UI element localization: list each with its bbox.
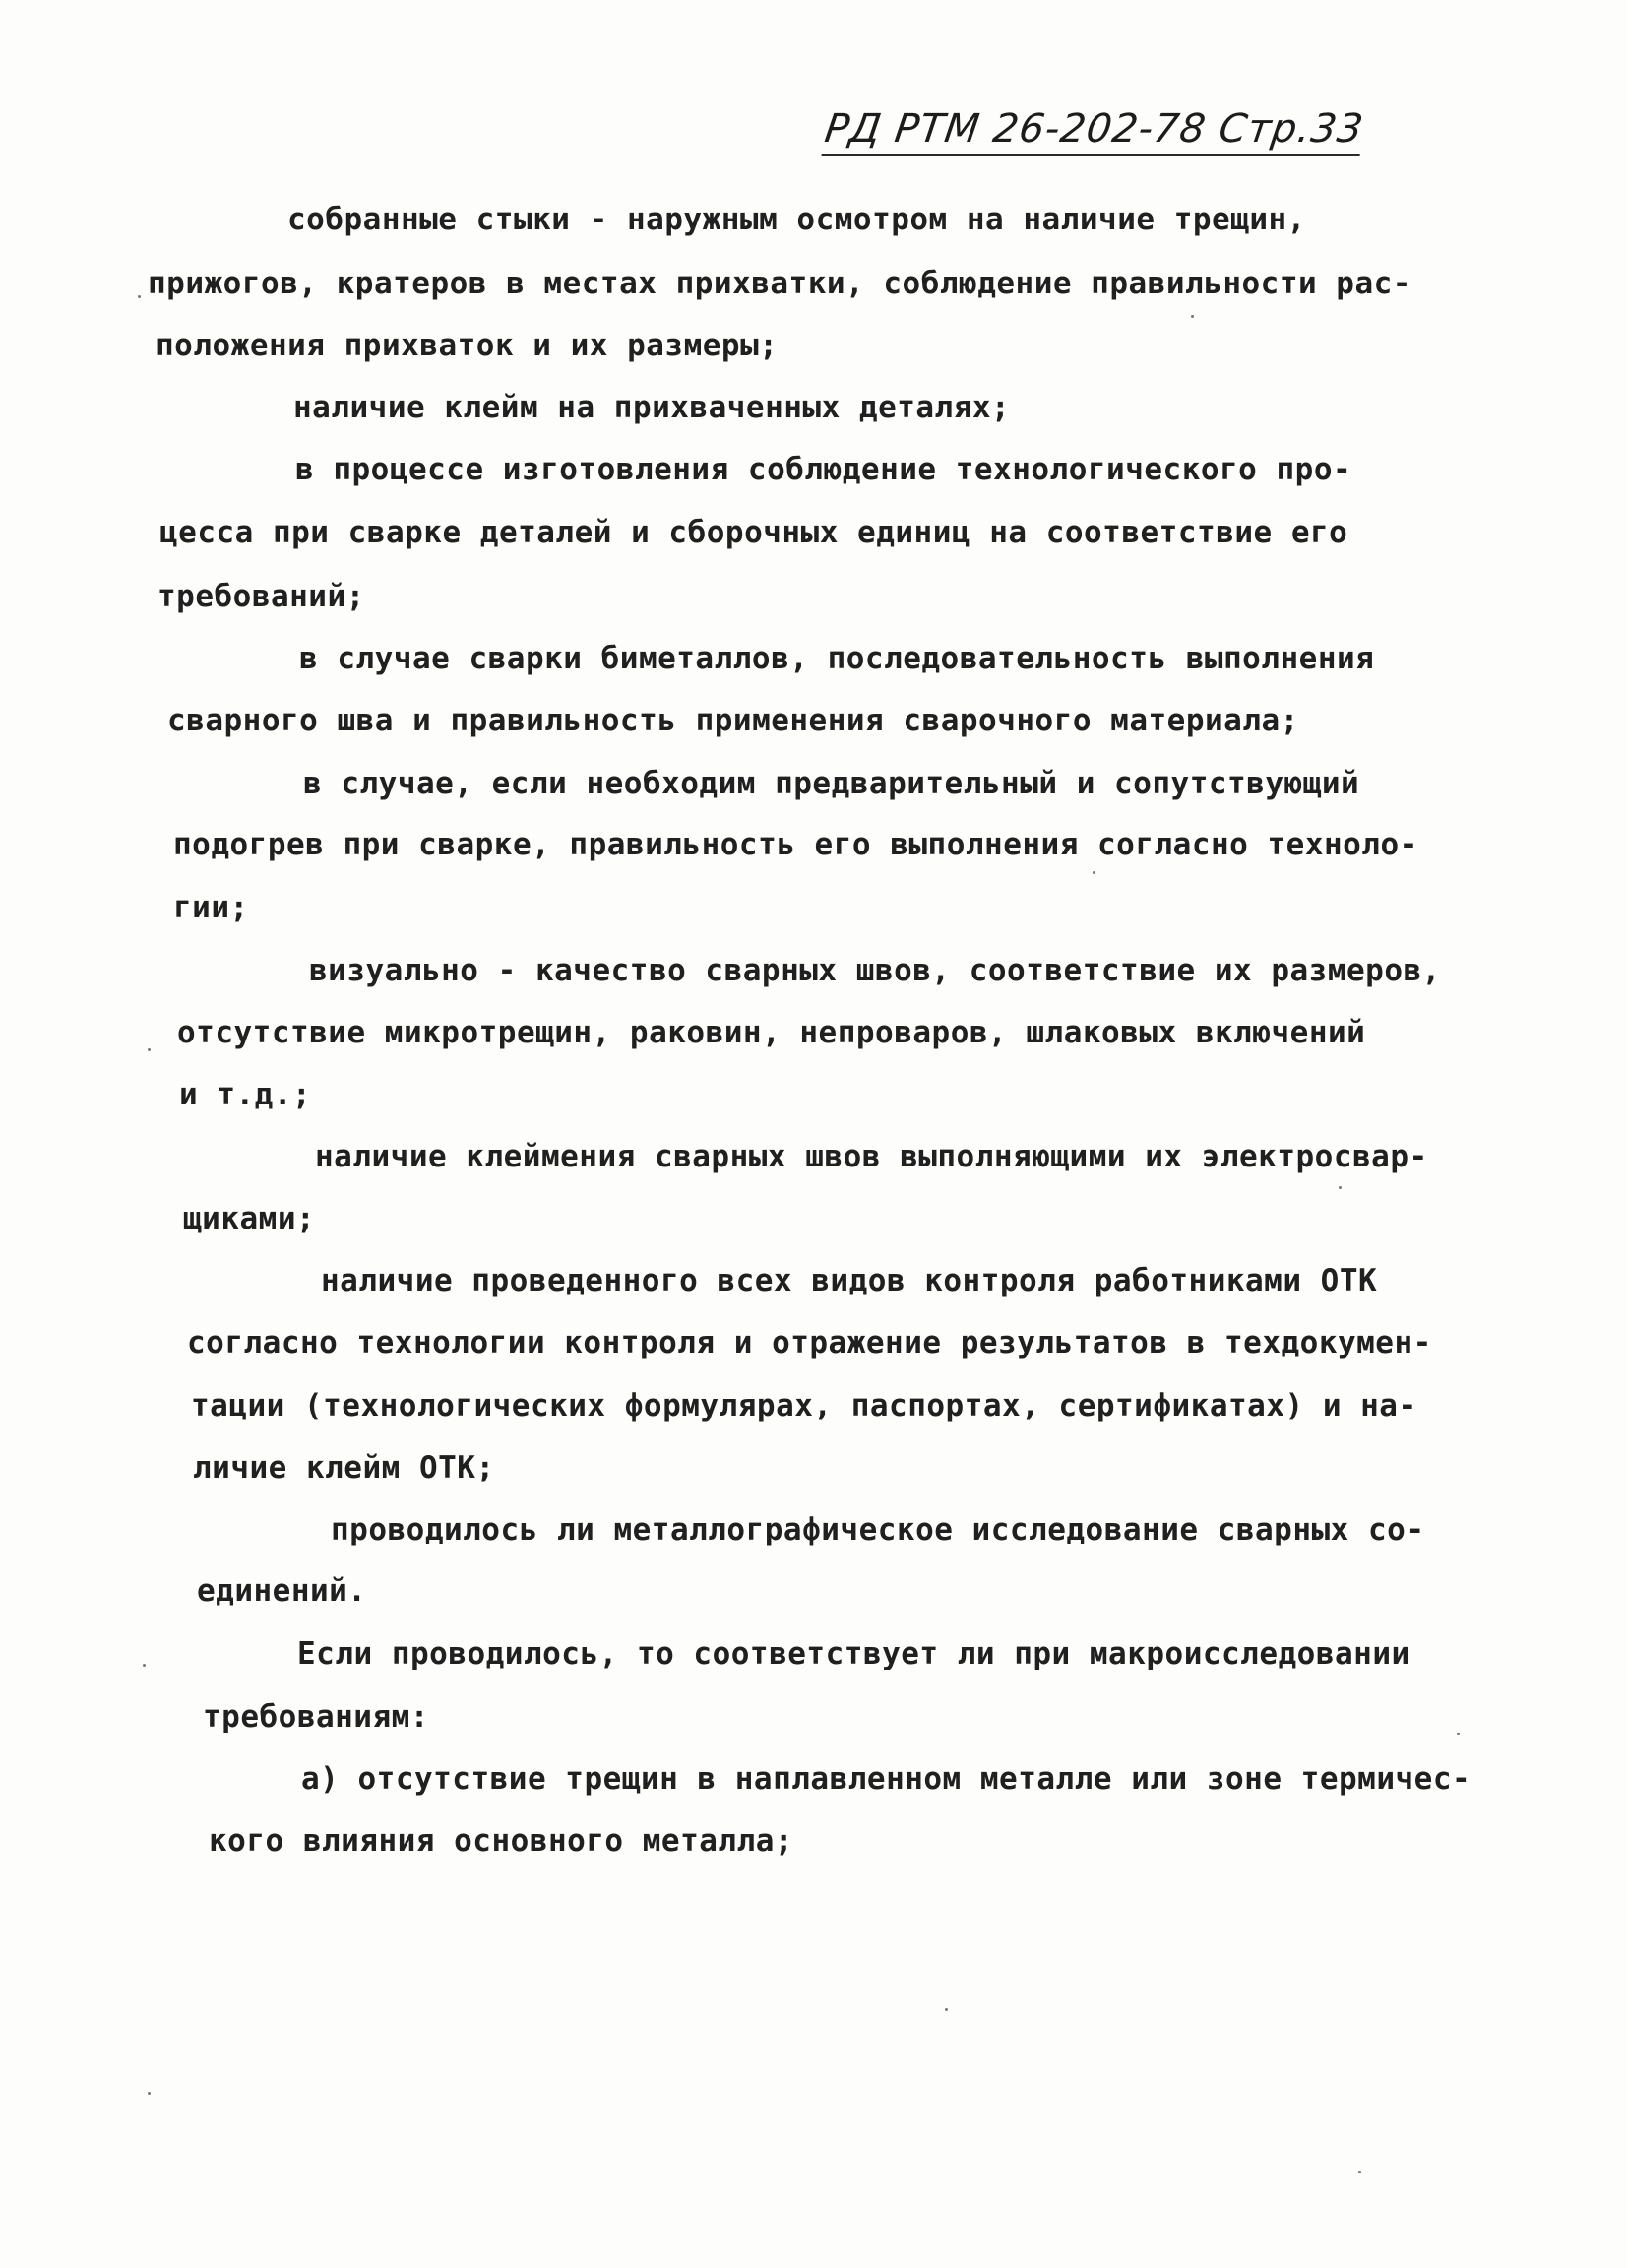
scan-speck (143, 1664, 146, 1667)
text-line: собранные стыки - наружным осмотром на наличие трещин, (287, 202, 1306, 237)
scan-speck (138, 295, 141, 298)
text-line: отсутствие микротрещин, раковин, непроваров, шлаковых включений (177, 1015, 1366, 1050)
text-line: согласно технологии контроля и отражение результатов в техдокумен- (187, 1325, 1432, 1360)
text-line: в процессе изготовления соблюдение технологического про- (295, 452, 1352, 487)
text-line: цесса при сварке деталей и сборочных единиц на соответствие его (159, 515, 1348, 550)
scan-speck (945, 2008, 948, 2011)
scan-speck (148, 2092, 151, 2095)
scan-speck (1339, 1186, 1342, 1189)
text-line: подогрев при сварке, правильность его выполнения согласно техноло- (173, 827, 1418, 862)
text-line: требованиям: (203, 1699, 429, 1734)
text-line: щиками; (183, 1201, 316, 1236)
text-line: наличие клейм на прихваченных деталях; (293, 390, 1011, 425)
scan-speck (148, 1048, 151, 1051)
scan-speck (1093, 871, 1095, 874)
text-line: проводилось ли металлографическое исследование сварных со- (331, 1512, 1425, 1547)
text-line: Если проводилось, то соответствует ли при макроисследовании (297, 1636, 1410, 1671)
text-line: а) отсутствие трещин в наплавленном металле или зоне термичес- (301, 1761, 1471, 1796)
text-line: в случае сварки биметаллов, последовательность выполнения (299, 641, 1375, 676)
scan-speck (1358, 2171, 1361, 2174)
text-line: прижогов, кратеров в местах прихватки, соблюдение правильности рас- (148, 266, 1411, 301)
text-line: личие клейм ОТК; (193, 1450, 495, 1485)
text-line: визуально - качество сварных швов, соответствие их размеров, (309, 953, 1441, 988)
text-line: наличие проведенного всех видов контроля работниками ОТК (321, 1263, 1378, 1298)
text-line: кого влияния основного металла; (209, 1823, 794, 1858)
scan-speck (1191, 315, 1194, 318)
text-line: гии; (173, 890, 249, 925)
text-line: единений. (197, 1573, 367, 1608)
text-line: положения прихваток и их размеры; (156, 328, 779, 363)
text-line: в случае, если необходим предварительный и сопутствующий (303, 766, 1360, 801)
text-line: наличие клеймения сварных швов выполняющими их электросвар- (315, 1139, 1428, 1174)
text-line: тации (технологических формулярах, паспортах, сертификатах) и на- (191, 1388, 1417, 1423)
scan-speck (1457, 1732, 1460, 1735)
document-code-header: РД РТМ 26-202-78 Стр.33 (821, 106, 1366, 156)
text-line: сварного шва и правильность применения сварочного материала; (167, 703, 1299, 738)
text-line: и т.д.; (179, 1077, 312, 1112)
text-line: требований; (157, 579, 365, 614)
